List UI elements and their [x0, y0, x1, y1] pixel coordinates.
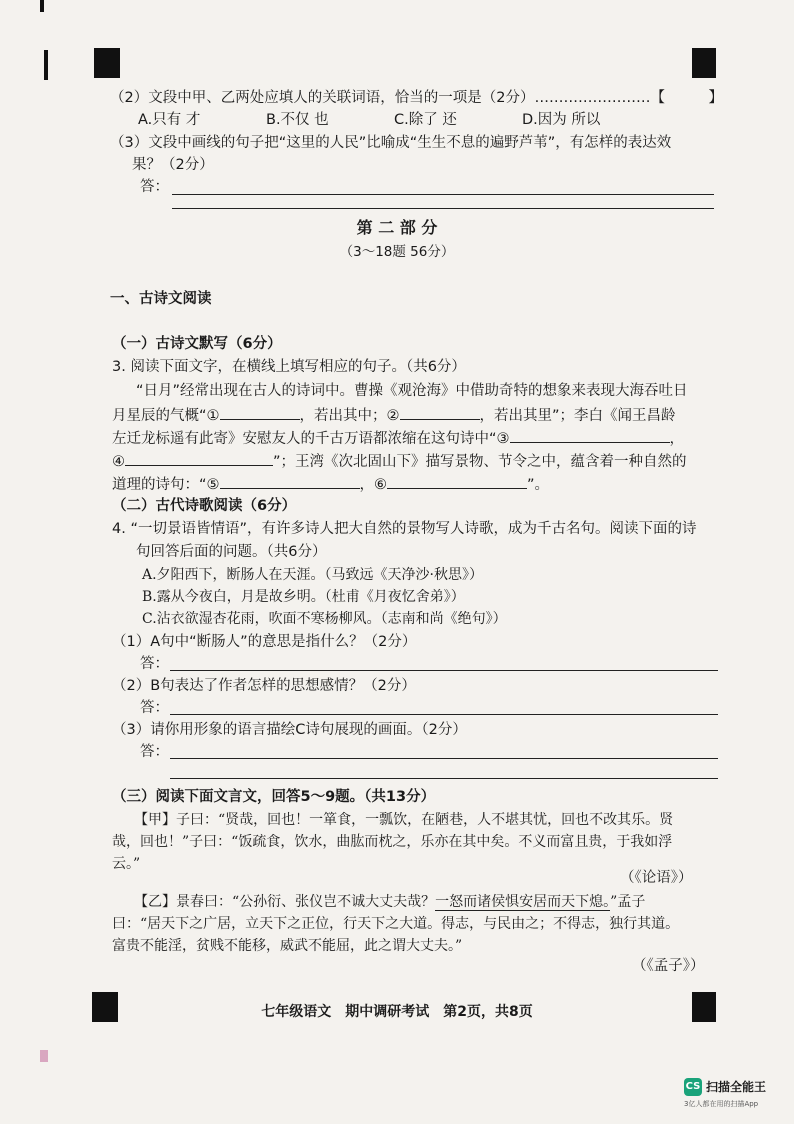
yi-line1-part-c: ”孟子: [610, 894, 646, 910]
answer-line-q3-2: [172, 208, 714, 209]
answer-label-q3: 答：: [140, 179, 169, 195]
q4-line1: 4. “一切景语皆情语”，有许多诗人把大自然的景物写人诗歌，成为千古名句。阅读下面的诗: [112, 521, 697, 537]
q3-line3-part-a: 左迁龙标遥有此寄》安慰友人的千古万语都浓缩在这句诗中“③: [112, 431, 510, 447]
poem-c: C.沾衣欲湿杏花雨，吹面不寒杨柳风。（志南和尚《绝句》）: [142, 611, 507, 627]
sub-heading-2: （二）古代诗歌阅读（6分）: [112, 498, 297, 514]
top-left-edge-mark: [40, 0, 44, 12]
q4-sub3: （3）请你用形象的语言描绘C诗句展现的画面。（2分）: [112, 722, 467, 738]
q3-line4: [112, 450, 687, 472]
poem-b: B.露从今夜白，月是故乡明。（杜甫《月夜忆舍弟》）: [142, 589, 465, 605]
blank-1[interactable]: [220, 404, 300, 420]
blank-4[interactable]: [125, 450, 273, 466]
q3-line4-part-b: ”；王湾《次北固山下》描写景物、节令之中，蕴含着一种自然的: [273, 454, 687, 470]
yi-underlined-sentence: 一怒而诸侯惧安居而天下熄。: [435, 894, 611, 910]
sub-heading-1: （一）古诗文默写（6分）: [112, 336, 282, 352]
sub-heading-3: （三）阅读下面文言文，回答5～9题。（共13分）: [112, 789, 436, 805]
blank-3[interactable]: [510, 427, 670, 443]
q3-line1: “日月”经常出现在古人的诗词中。曹操《观沧海》中借助奇特的想象来表现大海吞吐日: [136, 383, 688, 399]
q3-line2: [112, 404, 676, 426]
answer-line-q4-2: [170, 714, 718, 715]
answer-label-q4-1: 答：: [140, 656, 169, 672]
q3-line2-part-c: ，若出其里”；李白《闻王昌龄: [479, 408, 676, 424]
q2-option-a: A.只有 才: [138, 112, 201, 128]
scanner-app-name: 扫描全能王: [706, 1080, 767, 1094]
blank-6[interactable]: [387, 473, 527, 489]
q3-intro: 3. 阅读下面文字，在横线上填写相应的句子。（共6分）: [112, 359, 466, 375]
scanner-tagline: 3亿人都在用的扫描App: [684, 1100, 759, 1108]
question-2: （2）文段中甲、乙两处应填人的关联词语，恰当的一项是（2分）……………………【 】: [110, 90, 723, 106]
q2-option-d: D.因为 所以: [522, 112, 601, 128]
left-edge-mark: [44, 50, 48, 80]
jia-line1: 【甲】子曰：“贤哉，回也！一箪食，一瓢饮，在陋巷，人不堪其忧，回也不改其乐。贤: [134, 812, 674, 828]
answer-line-q4-3b: [170, 778, 718, 779]
q3-line5: [112, 473, 549, 495]
question-3-line2: 果？（2分）: [132, 157, 214, 173]
part1-heading: 一、古诗文阅读: [110, 291, 212, 307]
q3-line3-part-b: ，: [669, 431, 685, 447]
q3-line2-part-a: 月星辰的气概“①: [112, 408, 220, 424]
scanner-logo-icon: CS: [684, 1078, 702, 1096]
yi-line1: [134, 892, 645, 912]
answer-label-q4-3: 答：: [140, 744, 169, 760]
q3-line5-part-b: ，⑥: [359, 477, 388, 493]
answer-line-q4-3a: [170, 758, 718, 759]
registration-mark-top-left: [94, 48, 120, 78]
q3-line5-part-a: 道理的诗句：“⑤: [112, 477, 220, 493]
page-footer: 七年级语文 期中调研考试 第2页，共8页: [261, 1004, 533, 1020]
question-3-line1: （3）文段中画线的句子把“这里的人民”比喻成“生生不息的遍野芦苇”，有怎样的表达效: [110, 135, 672, 151]
bottom-left-pink-mark: [40, 1050, 48, 1062]
q4-line2: 句回答后面的问题。（共6分）: [136, 544, 327, 560]
q4-sub2: （2）B句表达了作者怎样的思想感情？（2分）: [112, 678, 416, 694]
q3-line5-part-c: ”。: [527, 477, 550, 493]
q3-line3: [112, 427, 684, 449]
yi-line1-part-a: 【乙】景春曰：“公孙衍、张仪岂不诚大丈夫哉？: [134, 894, 436, 910]
poem-a: A.夕阳西下，断肠人在天涯。（马致远《天净沙·秋思》）: [142, 567, 484, 583]
answer-line-q4-1: [170, 670, 718, 671]
blank-5[interactable]: [220, 473, 360, 489]
section-subtitle: （3～18题 56分）: [339, 244, 455, 260]
jia-line2: 哉，回也！”子曰：“饭疏食，饮水，曲肱而枕之，乐亦在其中矣。不义而富且贵，于我如浮: [112, 834, 673, 850]
q4-sub1: （1）A句中“断肠人”的意思是指什么？（2分）: [112, 634, 417, 650]
q2-option-c: C.除了 还: [394, 112, 457, 128]
section-title: 第 二 部 分: [356, 218, 438, 237]
q2-option-b: B.不仅 也: [266, 112, 329, 128]
answer-line-q3-1: [172, 194, 714, 195]
q3-line2-part-b: ，若出其中；②: [299, 408, 400, 424]
jia-source: （《论语》）: [620, 870, 693, 886]
yi-line2: 曰：“居天下之广居，立天下之正位，行天下之大道。得志，与民由之；不得志，独行其道。: [112, 916, 680, 932]
yi-line3: 富贵不能淫，贫贱不能移，威武不能屈，此之谓大丈夫。”: [112, 938, 463, 954]
answer-label-q4-2: 答：: [140, 700, 169, 716]
jia-line3: 云。”: [112, 856, 141, 872]
registration-mark-top-right: [692, 48, 716, 78]
yi-source: （《孟子》）: [632, 958, 705, 974]
q3-line4-part-a: ④: [112, 454, 125, 470]
blank-2[interactable]: [400, 404, 480, 420]
